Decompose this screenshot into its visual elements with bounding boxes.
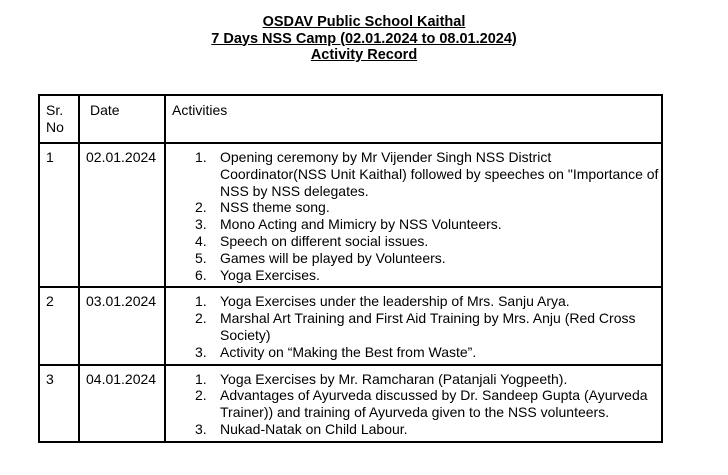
activity-item: [166, 421, 661, 438]
activity-text: Speech on different social issues.: [220, 232, 429, 249]
activity-item: [166, 371, 661, 388]
table-row: [39, 287, 662, 364]
activity-number: 1.: [195, 293, 207, 310]
record-title: Activity Record: [310, 47, 418, 63]
activity-text: Nukad-Natak on Child Labour.: [220, 420, 408, 437]
activity-number: 2.: [195, 387, 207, 404]
activity-item: [166, 344, 661, 361]
activity-text: Yoga Exercises under the leadership of Mrs. Sanju Arya.: [220, 293, 570, 310]
activity-text: Yoga Exercises by Mr. Ramcharan (Patanjali Yogpeeth).: [220, 370, 568, 387]
sr-no: 2: [46, 293, 54, 310]
column-header-activities: [165, 95, 662, 143]
table-header-row: [39, 95, 662, 143]
activities-list: [166, 366, 661, 441]
activities-header-label: Activities: [172, 102, 228, 118]
activities-cell: [165, 287, 662, 364]
sr-no: 3: [46, 370, 54, 387]
activity-item: [166, 233, 661, 250]
activity-text: Mono Acting and Mimicry by NSS Volunteers.: [220, 216, 502, 233]
column-header-date: [79, 95, 165, 143]
date-cell: [79, 365, 165, 442]
date-cell: [79, 287, 165, 364]
table-row: [39, 143, 662, 287]
date: 02.01.2024: [86, 149, 157, 165]
activity-number: 3.: [195, 216, 207, 233]
activity-item: [166, 310, 661, 344]
activity-item: [166, 267, 661, 284]
sr-no: 1: [46, 149, 54, 165]
activity-number: 4.: [195, 232, 207, 249]
activity-text: NSS theme song.: [220, 199, 330, 216]
document-title-block: [0, 14, 728, 64]
activity-text: Marshal Art Training and First Aid Training by Mrs. Anju (Red Cross Society): [220, 310, 636, 343]
activity-number: 5.: [195, 249, 207, 266]
activity-item: [166, 199, 661, 216]
activity-item: [166, 293, 661, 310]
activities-list: [166, 144, 661, 286]
activity-number: 6.: [195, 266, 207, 283]
activity-text: Advantages of Ayurveda discussed by Dr. Sandeep Gupta (Ayurveda Trainer)) and training of Ayurveda given to the NSS volunteers.: [220, 387, 648, 421]
column-header-sr-no: [39, 95, 79, 143]
sr-no-cell: [39, 365, 79, 442]
activity-text: Activity on “Making the Best from Waste”.: [220, 343, 477, 360]
table-row: [39, 365, 662, 442]
activities-cell: [165, 365, 662, 442]
date-header-label: Date: [90, 102, 120, 118]
school-name: OSDAV Public School Kaithal: [262, 14, 466, 30]
activity-number: 3.: [195, 420, 207, 437]
activity-number: 1.: [195, 149, 207, 165]
date: 03.01.2024: [86, 293, 157, 310]
sr-no-cell: [39, 143, 79, 287]
sr-header-line2: No: [46, 118, 64, 135]
camp-title: 7 Days NSS Camp (02.01.2024 to 08.01.2024): [211, 30, 517, 47]
sr-no-cell: [39, 287, 79, 364]
date: 04.01.2024: [86, 370, 157, 387]
activities-list: [166, 288, 661, 363]
sr-header-line1: Sr.: [46, 102, 64, 118]
activity-number: 3.: [195, 343, 207, 360]
activity-item: [166, 250, 661, 267]
activity-item: [166, 149, 661, 199]
activity-record-table: [38, 94, 663, 443]
activity-text: Opening ceremony by Mr Vijender Singh NSS District Coordinator(NSS Unit Kaithal) followed by speeches on "Importance of NSS by NSS delegates.: [220, 149, 659, 199]
activity-text: Yoga Exercises.: [220, 266, 320, 283]
activity-item: [166, 387, 661, 421]
date-cell: [79, 143, 165, 287]
activity-number: 1.: [195, 370, 207, 387]
activities-cell: [165, 143, 662, 287]
activity-text: Games will be played by Volunteers.: [220, 249, 446, 266]
activity-number: 2.: [195, 310, 207, 327]
activity-item: [166, 216, 661, 233]
activity-number: 2.: [195, 199, 207, 216]
